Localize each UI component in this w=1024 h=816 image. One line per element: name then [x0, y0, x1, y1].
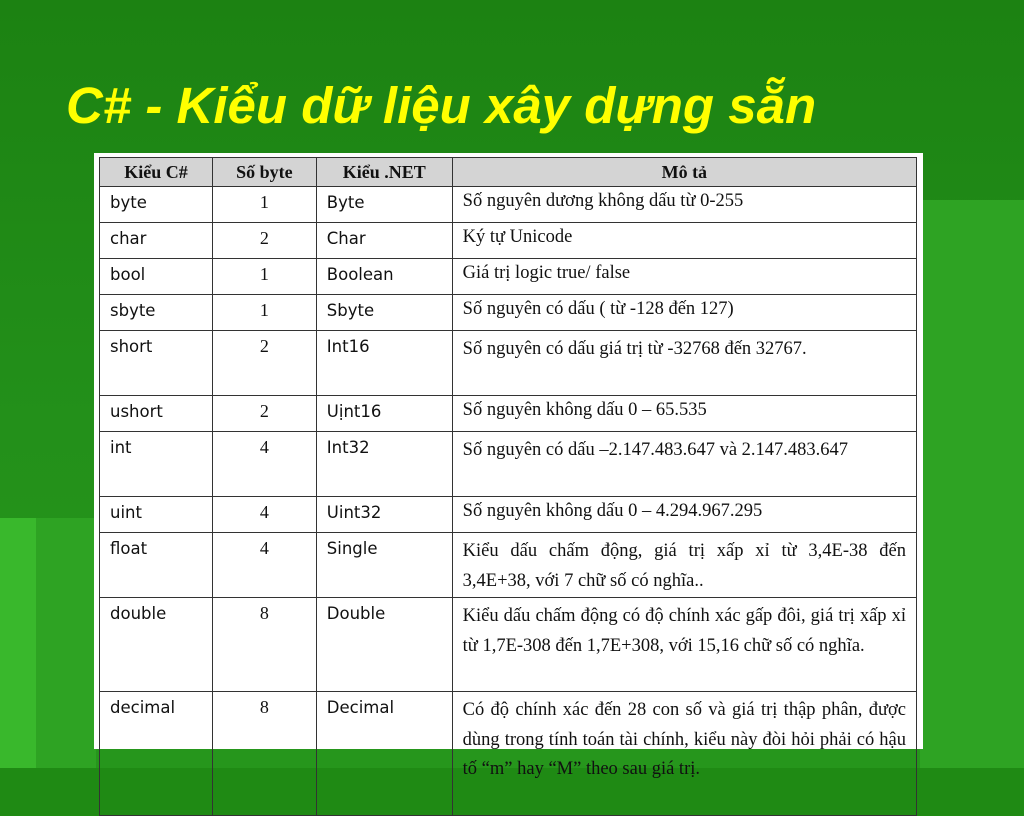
- cell-csharp-type: sbyte: [100, 295, 213, 331]
- cell-description: Kiểu dấu chấm động, giá trị xấp xỉ từ 3,4E-38 đến 3,4E+38, với 7 chữ số có nghĩa..: [452, 533, 916, 598]
- cell-csharp-type: ushort: [100, 396, 213, 432]
- cell-dotnet-type: Char: [316, 223, 452, 259]
- cell-description: Số nguyên có dấu giá trị từ -32768 đến 32767.: [452, 331, 916, 396]
- cell-description: Kiểu dấu chấm động có độ chính xác gấp đôi, giá trị xấp xỉ từ 1,7E-308 đến 1,7E+308, với 15,16 chữ số có nghĩa.: [452, 598, 916, 692]
- cell-byte-count: 4: [212, 497, 316, 533]
- slide-title: C# - Kiểu dữ liệu xây dựng sẵn: [66, 77, 817, 134]
- cell-description: Có độ chính xác đến 28 con số và giá trị thập phân, được dùng trong tính toán tài chính, kiểu này đòi hỏi phải có hậu tố “m” hay “M” theo sau giá trị.: [452, 692, 916, 816]
- cell-byte-count: 4: [212, 533, 316, 598]
- table-row: [100, 497, 917, 533]
- cell-byte-count: 1: [212, 295, 316, 331]
- cell-byte-count: 8: [212, 692, 316, 816]
- cell-dotnet-type: Boolean: [316, 259, 452, 295]
- cell-byte-count: 2: [212, 223, 316, 259]
- cell-csharp-type: float: [100, 533, 213, 598]
- cell-csharp-type: decimal: [100, 692, 213, 816]
- table-header-row: [100, 158, 917, 187]
- cell-dotnet-type: Int16: [316, 331, 452, 396]
- background-band-left-edge: [0, 518, 36, 768]
- background-band-right: [920, 200, 1024, 768]
- header-dotnet-type: Kiểu .NET: [316, 158, 452, 187]
- table-row: [100, 598, 917, 692]
- header-csharp-type: Kiểu C#: [100, 158, 213, 187]
- cell-dotnet-type: Double: [316, 598, 452, 692]
- cell-dotnet-type: Decimal: [316, 692, 452, 816]
- cell-dotnet-type: Int32: [316, 432, 452, 497]
- cell-csharp-type: bool: [100, 259, 213, 295]
- cell-description: Số nguyên dương không dấu từ 0-255: [452, 187, 916, 223]
- cell-csharp-type: uint: [100, 497, 213, 533]
- cell-description: Số nguyên không dấu 0 – 65.535: [452, 396, 916, 432]
- cell-description: Số nguyên không dấu 0 – 4.294.967.295: [452, 497, 916, 533]
- cell-description: Số nguyên có dấu ( từ -128 đến 127): [452, 295, 916, 331]
- table-row: [100, 331, 917, 396]
- header-byte-count: Số byte: [212, 158, 316, 187]
- table-row: [100, 223, 917, 259]
- table-row: [100, 396, 917, 432]
- cell-csharp-type: byte: [100, 187, 213, 223]
- header-description: Mô tả: [452, 158, 916, 187]
- table-row: [100, 187, 917, 223]
- cell-byte-count: 1: [212, 259, 316, 295]
- cell-byte-count: 4: [212, 432, 316, 497]
- cell-description: Ký tự Unicode: [452, 223, 916, 259]
- table-row: [100, 692, 917, 816]
- cell-description: Số nguyên có dấu –2.147.483.647 và 2.147.483.647: [452, 432, 916, 497]
- cell-csharp-type: int: [100, 432, 213, 497]
- cell-dotnet-type: Single: [316, 533, 452, 598]
- cell-description: Giá trị logic true/ false: [452, 259, 916, 295]
- cell-byte-count: 8: [212, 598, 316, 692]
- data-types-table-image: [94, 153, 923, 779]
- cell-dotnet-type: Uint32: [316, 497, 452, 533]
- table-row: [100, 295, 917, 331]
- cell-csharp-type: short: [100, 331, 213, 396]
- cell-dotnet-type: Uịnt16: [316, 396, 452, 432]
- table-row: [100, 259, 917, 295]
- data-types-table: [99, 157, 917, 816]
- cell-byte-count: 2: [212, 331, 316, 396]
- cell-byte-count: 2: [212, 396, 316, 432]
- table-row: [100, 533, 917, 598]
- table-row: [100, 432, 917, 497]
- cell-dotnet-type: Byte: [316, 187, 452, 223]
- cell-dotnet-type: Sbyte: [316, 295, 452, 331]
- cell-csharp-type: char: [100, 223, 213, 259]
- cell-byte-count: 1: [212, 187, 316, 223]
- cell-csharp-type: double: [100, 598, 213, 692]
